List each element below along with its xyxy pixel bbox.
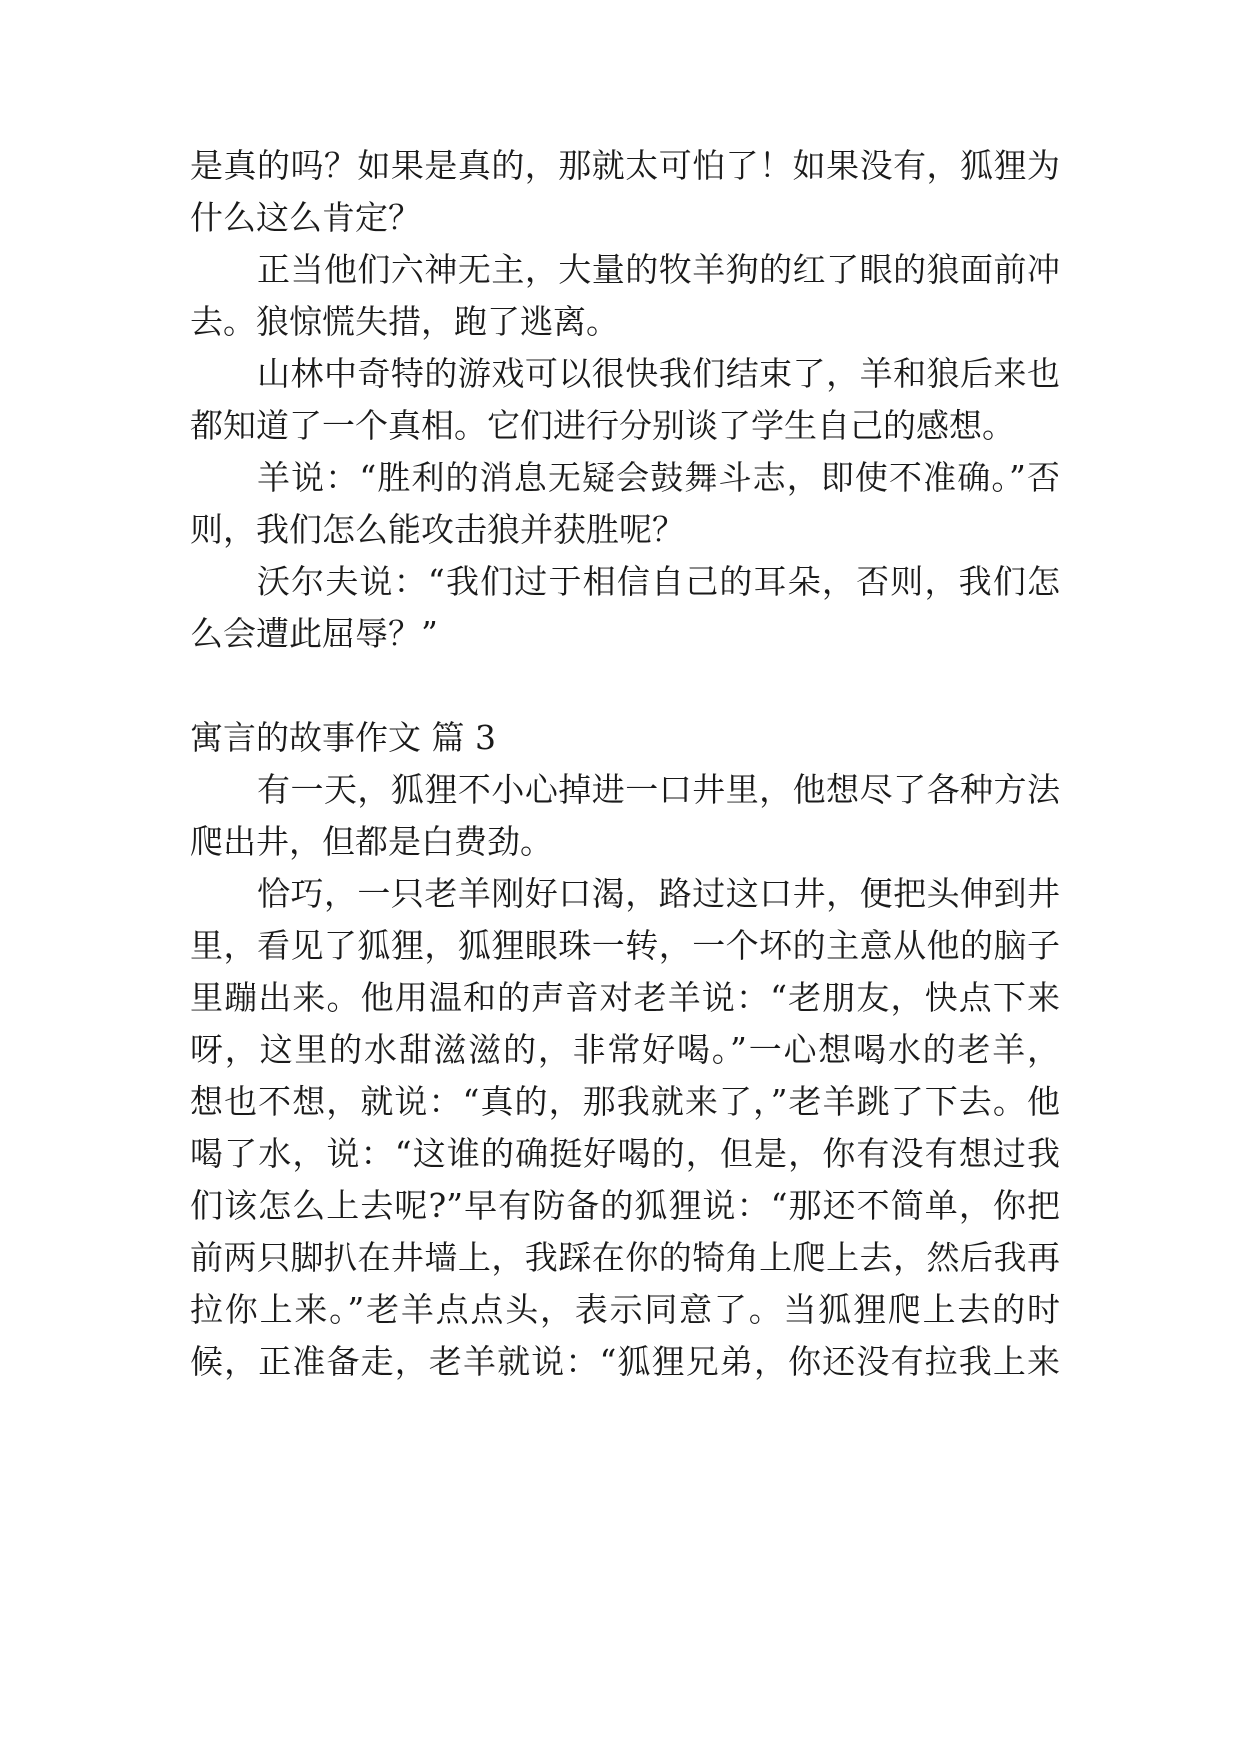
paragraph-line: 恰巧，一只老羊刚好口渴，路过这口井，便把头伸到井 xyxy=(257,874,1060,913)
paragraph-line: 是真的吗？如果是真的，那就太可怕了！如果没有，狐狸为 xyxy=(190,146,1060,185)
paragraph-line: 候，正准备走，老羊就说：“狐狸兄弟，你还没有拉我上来 xyxy=(190,1342,1060,1381)
paragraph-line: 们该怎么上去呢?”早有防备的狐狸说：“那还不简单，你把 xyxy=(190,1186,1060,1225)
paragraph-line: 去。狼惊慌失措，跑了逃离。 xyxy=(190,302,619,341)
paragraph-line: 沃尔夫说：“我们过于相信自己的耳朵，否则，我们怎 xyxy=(257,562,1060,601)
paragraph-line: 有一天，狐狸不小心掉进一口井里，他想尽了各种方法 xyxy=(257,770,1060,809)
section-heading: 寓言的故事作文 篇 3 xyxy=(190,718,496,757)
paragraph-line: 都知道了一个真相。它们进行分别谈了学生自己的感想。 xyxy=(190,406,1015,445)
paragraph-line: 山林中奇特的游戏可以很快我们结束了，羊和狼后来也 xyxy=(257,354,1060,393)
paragraph-line: 正当他们六神无主，大量的牧羊狗的红了眼的狼面前冲 xyxy=(257,250,1060,289)
paragraph-line: 想也不想，就说：“真的，那我就来了，”老羊跳了下去。他 xyxy=(190,1082,1060,1121)
paragraph-line: 羊说：“胜利的消息无疑会鼓舞斗志，即使不准确。”否 xyxy=(257,458,1060,497)
paragraph-line: 爬出井，但都是白费劲。 xyxy=(190,822,553,861)
paragraph-line: 什么这么肯定？ xyxy=(190,198,421,237)
paragraph-line: 则，我们怎么能攻击狼并获胜呢？ xyxy=(190,510,685,549)
paragraph-line: 呀，这里的水甜滋滋的，非常好喝。”一心想喝水的老羊， xyxy=(190,1030,1060,1069)
paragraph-line: 喝了水，说：“这谁的确挺好喝的，但是，你有没有想过我 xyxy=(190,1134,1060,1173)
paragraph-line: 里，看见了狐狸，狐狸眼珠一转，一个坏的主意从他的脑子 xyxy=(190,926,1060,965)
paragraph-line: 里蹦出来。他用温和的声音对老羊说：“老朋友，快点下来 xyxy=(190,978,1060,1017)
paragraph-line: 前两只脚扒在井墙上，我踩在你的犄角上爬上去，然后我再 xyxy=(190,1238,1060,1277)
paragraph-line: 么会遭此屈辱？” xyxy=(190,614,438,653)
paragraph-line: 拉你上来。”老羊点点头，表示同意了。当狐狸爬上去的时 xyxy=(190,1290,1060,1329)
